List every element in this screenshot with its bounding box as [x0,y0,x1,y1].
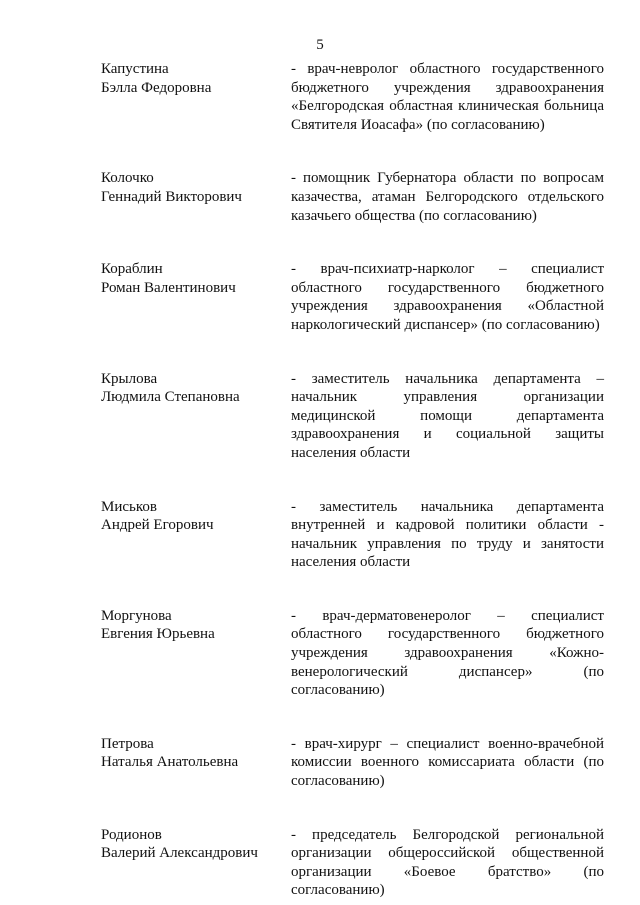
list-item [101,826,604,900]
member-position: - врач-дерматовенеролог – специалист областного государственного бюджетного учреждения здравоохранения «Кожно-венерологический диспансер» (по согласованию) [291,607,604,699]
member-name [101,826,291,900]
list-item [101,169,604,225]
member-surname: Кораблин [101,261,163,278]
member-surname: Родионов [101,826,162,843]
member-position: - врач-психиатр-нарколог – специалист областного государственного бюджетного учреждения здравоохранения «Областной наркологический диспансер» (по согласованию) [291,261,604,333]
member-given-name: Валерий Александрович [101,845,258,862]
member-name [101,735,291,791]
member-surname: Моргунова [101,607,172,624]
member-position: - помощник Губернатора области по вопросам казачества, атаман Белгородского отдельского казачьего общества (по согласованию) [291,170,604,224]
member-surname: Петрова [101,735,154,752]
member-surname: Капустина [101,61,169,77]
list-item [101,735,604,791]
member-surname: Крылова [101,370,158,387]
member-surname: Миськов [101,498,157,515]
list-item [101,498,604,572]
member-position: - заместитель начальника департамента внутренней и кадровой политики области - начальник управления по труду и занятости населения области [291,498,604,571]
member-list [101,60,604,900]
member-given-name: Андрей Егорович [101,517,214,534]
member-name [101,60,291,134]
list-item [101,370,604,463]
member-given-name: Геннадий Викторович [101,188,242,205]
member-position: - врач-невролог областного государственного бюджетного учреждения здравоохранения «Белгородская областная клиническая больница Святителя Иоасафа» (по согласованию) [291,61,604,133]
member-given-name: Наталья Анатольевна [101,754,239,771]
member-name [101,607,291,700]
member-given-name: Евгения Юрьевна [101,626,215,643]
member-given-name: Роман Валентинович [101,279,236,296]
list-item [101,260,604,334]
member-name [101,169,291,225]
page-number: 5 [316,37,324,53]
member-name [101,260,291,334]
member-name [101,370,291,463]
member-position: - председатель Белгородской региональной организации общероссийской общественной организации «Боевое братство» (по согласованию) [291,826,604,899]
list-item [101,607,604,700]
member-position: - врач-хирург – специалист военно-врачебной комиссии военного комиссариата области (по согласованию) [291,735,604,790]
member-position: - заместитель начальника департамента – начальник управления организации медицинской помощи департамента здравоохранения и социальной защиты населения области [291,370,604,461]
member-given-name: Бэлла Федоровна [101,79,212,96]
member-given-name: Людмила Степановна [101,389,240,406]
member-name [101,498,291,572]
list-item [101,60,604,134]
member-surname: Колочко [101,170,154,187]
